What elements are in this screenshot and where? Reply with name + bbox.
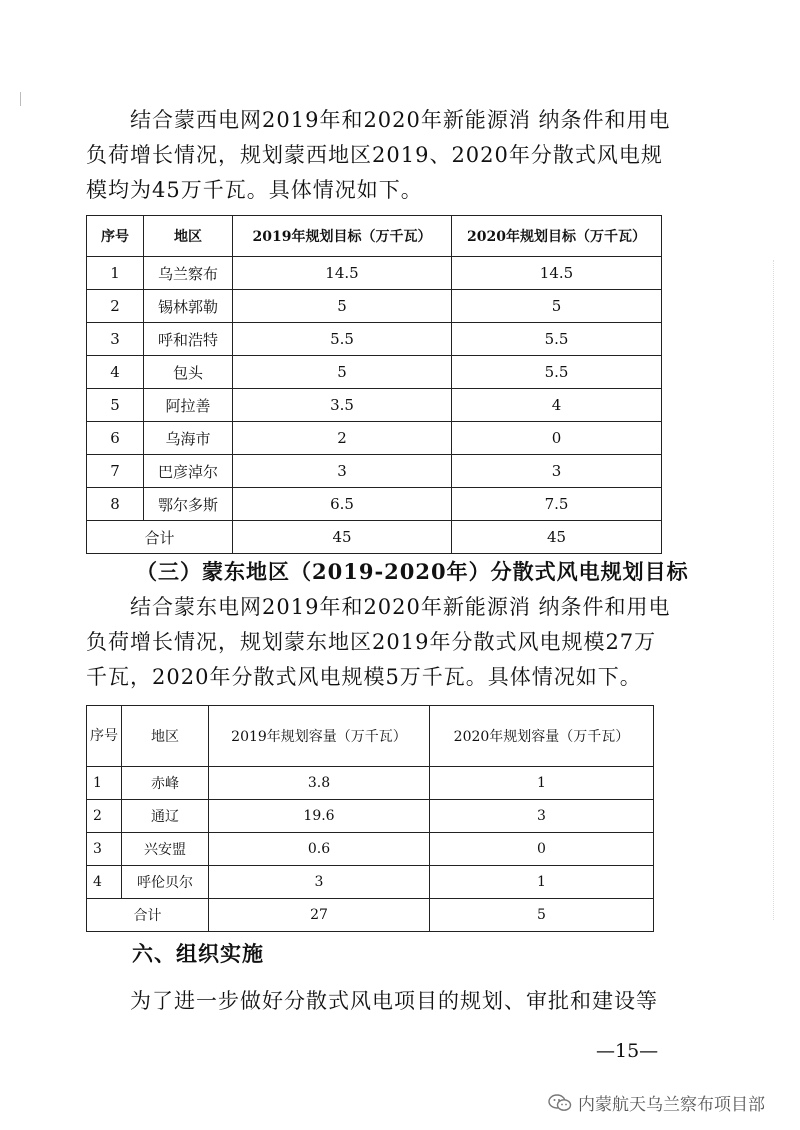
table-row bbox=[87, 866, 654, 899]
paragraph-line: 负荷增长情况，规划蒙西地区2019、2020年分散式风电规 bbox=[86, 143, 663, 167]
section-heading-implementation: 六、组织实施 bbox=[132, 941, 264, 966]
table-row bbox=[87, 800, 654, 833]
cell-index: 8 bbox=[87, 488, 144, 521]
cell-2020: 0 bbox=[452, 422, 662, 455]
cell-2019: 3.8 bbox=[209, 767, 430, 800]
cell-index: 5 bbox=[87, 389, 144, 422]
cell-2020: 5.5 bbox=[452, 323, 662, 356]
watermark bbox=[548, 1090, 765, 1115]
cell-2020: 0 bbox=[430, 833, 654, 866]
cell-2020: 5.5 bbox=[452, 356, 662, 389]
paragraph-line: 结合蒙西电网2019年和2020年新能源消 纳条件和用电 bbox=[130, 108, 671, 132]
table-row bbox=[87, 455, 662, 488]
west-region-table bbox=[86, 215, 662, 554]
table-total-row bbox=[87, 521, 662, 554]
cell-index: 4 bbox=[87, 866, 122, 899]
intro-paragraph-east bbox=[86, 590, 676, 695]
table-row bbox=[87, 422, 662, 455]
cell-region: 包头 bbox=[144, 356, 233, 389]
intro-paragraph-west bbox=[86, 103, 676, 208]
cell-index: 7 bbox=[87, 455, 144, 488]
table-row bbox=[87, 389, 662, 422]
cell-region: 阿拉善 bbox=[144, 389, 233, 422]
implementation-paragraph bbox=[86, 984, 676, 1019]
col-header-2020: 2020年规划目标（万千瓦） bbox=[452, 216, 662, 257]
table-row bbox=[87, 356, 662, 389]
table-row bbox=[87, 290, 662, 323]
paragraph-line: 为了进一步做好分散式风电项目的规划、审批和建设等 bbox=[130, 989, 658, 1013]
cell-region: 鄂尔多斯 bbox=[144, 488, 233, 521]
cell-region: 兴安盟 bbox=[122, 833, 209, 866]
table-row bbox=[87, 833, 654, 866]
section-heading-east: （三）蒙东地区（2019-2020年）分散式风电规划目标 bbox=[136, 559, 689, 584]
cell-2019: 3.5 bbox=[233, 389, 452, 422]
table-row bbox=[87, 323, 662, 356]
table-total-row bbox=[87, 899, 654, 932]
cell-region: 通辽 bbox=[122, 800, 209, 833]
paragraph-line: 负荷增长情况，规划蒙东地区2019年分散式风电规模27万 bbox=[86, 630, 657, 654]
cell-2019: 6.5 bbox=[233, 488, 452, 521]
cell-index: 3 bbox=[87, 323, 144, 356]
col-header-2019: 2019年规划容量（万千瓦） bbox=[209, 706, 430, 767]
paragraph-line: 千瓦，2020年分散式风电规模5万千瓦。具体情况如下。 bbox=[86, 665, 642, 689]
east-region-table bbox=[86, 705, 654, 932]
cell-2020: 3 bbox=[452, 455, 662, 488]
cell-region: 呼伦贝尔 bbox=[122, 866, 209, 899]
col-header-region: 地区 bbox=[122, 706, 209, 767]
cell-total-2020: 5 bbox=[430, 899, 654, 932]
cell-total-2019: 27 bbox=[209, 899, 430, 932]
cell-2019: 3 bbox=[209, 866, 430, 899]
table-row bbox=[87, 488, 662, 521]
cell-index: 6 bbox=[87, 422, 144, 455]
cell-2019: 19.6 bbox=[209, 800, 430, 833]
col-header-region: 地区 bbox=[144, 216, 233, 257]
cell-2020: 5 bbox=[452, 290, 662, 323]
cell-index: 1 bbox=[87, 257, 144, 290]
cell-index: 4 bbox=[87, 356, 144, 389]
table-header-row bbox=[87, 706, 654, 767]
cell-total-2020: 45 bbox=[452, 521, 662, 554]
wechat-icon bbox=[548, 1094, 572, 1112]
col-header-2020: 2020年规划容量（万千瓦） bbox=[430, 706, 654, 767]
cell-total-2019: 45 bbox=[233, 521, 452, 554]
cell-index: 2 bbox=[87, 290, 144, 323]
col-header-2019: 2019年规划目标（万千瓦） bbox=[233, 216, 452, 257]
cell-2020: 7.5 bbox=[452, 488, 662, 521]
table-header-row bbox=[87, 216, 662, 257]
cell-2019: 14.5 bbox=[233, 257, 452, 290]
cell-2019: 2 bbox=[233, 422, 452, 455]
cell-2019: 5.5 bbox=[233, 323, 452, 356]
cell-2020: 14.5 bbox=[452, 257, 662, 290]
cell-2020: 1 bbox=[430, 866, 654, 899]
cell-index: 1 bbox=[87, 767, 122, 800]
cell-region: 乌海市 bbox=[144, 422, 233, 455]
cell-2020: 3 bbox=[430, 800, 654, 833]
cell-2019: 0.6 bbox=[209, 833, 430, 866]
cell-total-label: 合计 bbox=[87, 899, 209, 932]
cell-2019: 5 bbox=[233, 290, 452, 323]
table-row bbox=[87, 257, 662, 290]
cell-region: 锡林郭勒 bbox=[144, 290, 233, 323]
cell-2019: 3 bbox=[233, 455, 452, 488]
cell-region: 巴彦淖尔 bbox=[144, 455, 233, 488]
cell-region: 赤峰 bbox=[122, 767, 209, 800]
cell-2019: 5 bbox=[233, 356, 452, 389]
table-row bbox=[87, 767, 654, 800]
paragraph-line: 结合蒙东电网2019年和2020年新能源消 纳条件和用电 bbox=[130, 595, 671, 619]
scan-edge bbox=[771, 260, 774, 920]
cell-index: 2 bbox=[87, 800, 122, 833]
cell-total-label: 合计 bbox=[87, 521, 233, 554]
col-header-index: 序号 bbox=[87, 706, 122, 767]
scan-mark bbox=[20, 92, 25, 106]
paragraph-line: 模均为45万千瓦。具体情况如下。 bbox=[86, 178, 423, 202]
cell-region: 呼和浩特 bbox=[144, 323, 233, 356]
cell-index: 3 bbox=[87, 833, 122, 866]
cell-2020: 4 bbox=[452, 389, 662, 422]
cell-2020: 1 bbox=[430, 767, 654, 800]
col-header-index: 序号 bbox=[87, 216, 144, 257]
cell-region: 乌兰察布 bbox=[144, 257, 233, 290]
watermark-text: 内蒙航天乌兰察布项目部 bbox=[578, 1095, 765, 1115]
page-number: —15— bbox=[596, 1040, 659, 1062]
